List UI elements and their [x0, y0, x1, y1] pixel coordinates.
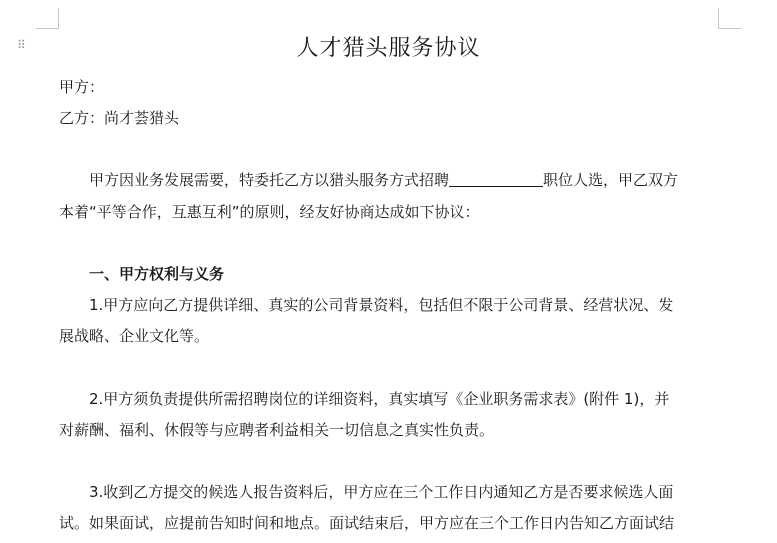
clause-2-line-2: 对薪酬、福利、休假等与应聘者利益相关一切信息之真实性负责。 — [59, 421, 495, 439]
crop-mark-top-right — [718, 8, 741, 29]
position-blank-field[interactable] — [449, 170, 543, 187]
crop-mark-top-left — [36, 8, 59, 29]
clause-3-line-2: 试。如果面试，应提前告知时间和地点。面试结束后，甲方应在三个工作日内告知乙方面试结 — [59, 514, 675, 532]
intro-text-after-blank: 职位人选，甲乙双方 — [543, 171, 679, 189]
drag-handle-icon[interactable]: ⠿ — [17, 38, 27, 52]
document-title: 人才猎头服务协议 — [296, 36, 481, 61]
intro-text-before-blank: 甲方因业务发展需要，特委托乙方以猎头服务方式招聘 — [89, 171, 450, 189]
clause-1-line-1: 1.甲方应向乙方提供详细、真实的公司背景资料，包括但不限于公司背景、经营状况、发 — [89, 296, 674, 314]
clause-1-line-2: 展战略、企业文化等。 — [59, 327, 210, 345]
intro-paragraph-line-2: 本着“平等合作，互惠互利”的原则，经友好协商达成如下协议： — [59, 203, 480, 221]
section-1-heading: 一、甲方权利与义务 — [89, 265, 225, 283]
clause-3-line-1: 3.收到乙方提交的候选人报告资料后，甲方应在三个工作日内通知乙方是否要求候选人面 — [89, 483, 674, 501]
clause-2-line-1: 2.甲方须负责提供所需招聘岗位的详细资料，真实填写《企业职务需求表》(附件 1)，并 — [89, 390, 670, 408]
party-a-label: 甲方： — [59, 78, 105, 96]
party-b-label: 乙方：尚才荟猎头 — [59, 109, 180, 127]
intro-paragraph-line-1 — [89, 170, 678, 190]
